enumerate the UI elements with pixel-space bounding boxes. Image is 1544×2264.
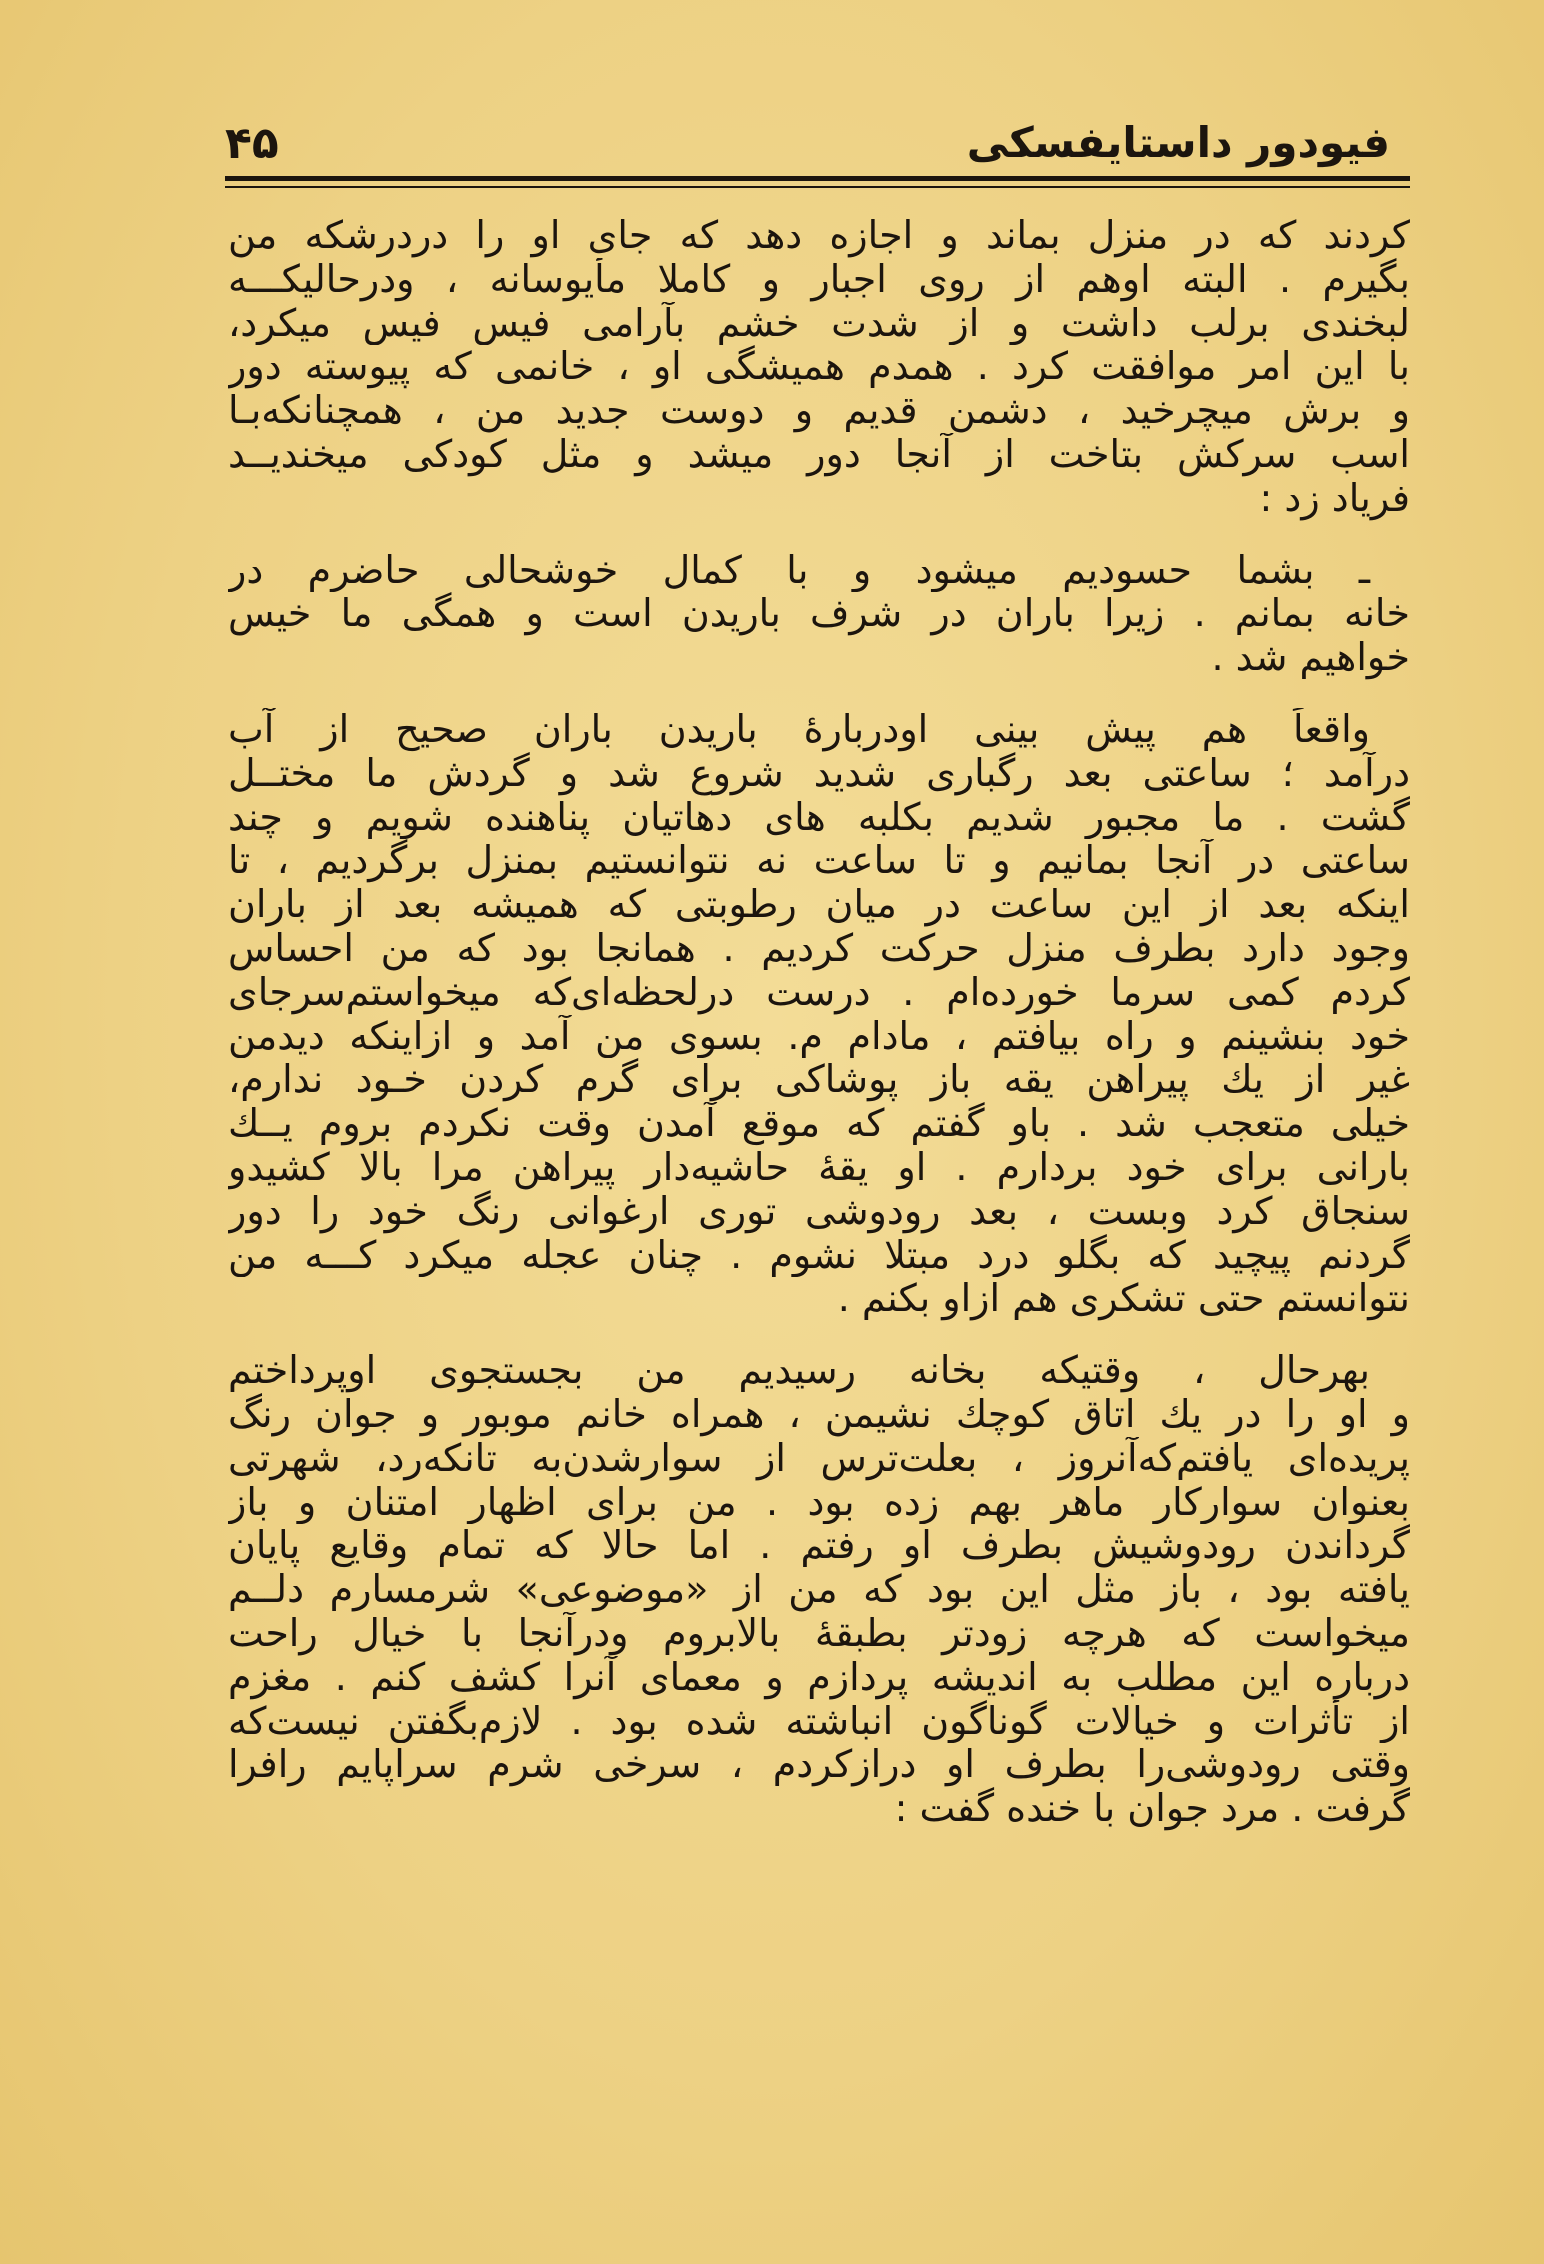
header-rule-thin: [225, 186, 1410, 188]
text-line: کردم کمی سرما خورده‌ام . درست درلحظه‌ای‌که میخواستم‌سرجای: [228, 970, 1410, 1014]
text-line: با این امر موافقت کرد . همدم همیشگی او ، خانمی که پیوسته دور: [228, 345, 1410, 389]
text-line: بهرحال ، وقتیکه بخانه رسیدیم من بجستجوی اوپرداختم: [228, 1349, 1370, 1393]
text-line: خانه بمانم . زیرا باران در شرف باریدن است و همگی ما خیس: [228, 592, 1410, 636]
text-line: خواهیم شد .: [1211, 636, 1410, 680]
text-line: و او را در یك اتاق کوچك نشیمن ، همراه خانم موبور و جوان رنگ: [228, 1392, 1410, 1436]
text-line: بگیرم . البته اوهم از روی اجبار و کاملا مأیوسانه ، ودرحالیکـــه: [228, 257, 1410, 301]
text-line: ـ بشما حسودیم میشود و با کمال خوشحالی حاضرم در: [228, 548, 1370, 592]
text-line: گشت . ما مجبور شدیم بکلبه های دهاتیان پناهنده شویم و چند: [228, 795, 1410, 839]
text-line: ساعتی در آنجا بمانیم و تا ساعت نه نتوانستیم بمنزل برگردیم ، تا: [228, 839, 1410, 883]
running-title: فیودور داستایفسکی: [966, 118, 1390, 167]
text-line: بعنوان سوارکار ماهر بهم زده بود . من برای اظهار امتنان و باز: [228, 1480, 1410, 1524]
text-line: گرفت . مرد جوان با خنده گفت :: [894, 1787, 1410, 1831]
text-line: واقعاً هم پیش بینی اودربارهٔ باریدن باران صحیح از آب: [228, 707, 1370, 751]
text-line: درباره این مطلب به اندیشه پردازم و معمای آنرا کشف کنم . مغزم: [228, 1655, 1410, 1699]
text-line: یافته بود ، باز مثل این بود که من از «موضوعی» شرمسارم دلــم: [228, 1568, 1410, 1612]
paragraph: [228, 708, 1410, 1321]
text-line: خود بنشینم و راه بیافتم ، مادام م. بسوی من آمد و ازاینکه دیدمن: [228, 1014, 1410, 1058]
page-number: ۴۵: [225, 118, 279, 169]
text-line: گردنم پیچید که بگلو درد مبتلا نشوم . چنان عجله میکرد کـــه من: [228, 1233, 1410, 1277]
text-line: وجود دارد بطرف منزل حرکت کردیم . همانجا بود که من احساس: [228, 926, 1410, 970]
paragraph: [228, 214, 1410, 521]
text-line: سنجاق کرد وبست ، بعد رودوشی توری ارغوانی رنگ خود را دور: [228, 1189, 1410, 1233]
text-line: وقتی رودوشی‌را بطرف او درازکردم ، سرخی شرم سراپایم رافرا: [228, 1743, 1410, 1787]
text-line: اینکه بعد از این ساعت در میان رطوبتی که همیشه بعد از باران: [228, 883, 1410, 927]
page-header: [225, 118, 1410, 178]
paragraph: [228, 549, 1410, 680]
text-line: درآمد ؛ ساعتی بعد رگباری شدید شروع شد و گردش ما مختــل: [228, 751, 1410, 795]
text-line: میخواست که هرچه زودتر بطبقهٔ بالابروم ودرآنجا با خیال راحت: [228, 1611, 1410, 1655]
header-rule-thick: [225, 176, 1410, 181]
text-line: گرداندن رودوشیش بطرف او رفتم . اما حالا که تمام وقایع پایان: [228, 1524, 1410, 1568]
paragraph-gap: [228, 680, 1410, 708]
text-line: از تأثرات و خیالات گوناگون انباشته شده بود . لازم‌بگفتن نیست‌که: [228, 1699, 1410, 1743]
text-line: غیر از یك پیراهن یقه باز پوشاکی برای گرم کردن خـود ندارم،: [228, 1058, 1410, 1102]
text-line: اسب سرکش بتاخت از آنجا دور میشد و مثل کودکی میخندیــد: [228, 432, 1410, 476]
text-line: پریده‌ای یافتم‌که‌آنروز ، بعلت‌ترس از سوارشدن‌به تانکه‌رد، شهرتی: [228, 1436, 1410, 1480]
paragraph-gap: [228, 1321, 1410, 1349]
text-line: فریاد زد :: [1259, 476, 1410, 520]
text-line: بارانی برای خود بردارم . او یقهٔ حاشیه‌دار پیراهن مرا بالا کشیدو: [228, 1145, 1410, 1189]
text-line: لبخندی برلب داشت و از شدت خشم بآرامی فیس فیس میکرد،: [228, 301, 1410, 345]
text-line: و برش میچرخید ، دشمن قدیم و دوست جدید من ، همچنانکه‌بـا: [228, 389, 1410, 433]
paragraph-gap: [228, 521, 1410, 549]
body-text: [228, 214, 1410, 2224]
paragraph: [228, 1349, 1410, 1831]
text-line: خیلی متعجب شد . باو گفتم که موقع آمدن وقت نکردم بروم یــك: [228, 1102, 1410, 1146]
text-line: نتوانستم حتی تشکری هم ازاو بکنم .: [837, 1277, 1410, 1321]
text-line: کردند که در منزل بماند و اجازه دهد که جای او را دردرشکه من: [228, 214, 1410, 257]
